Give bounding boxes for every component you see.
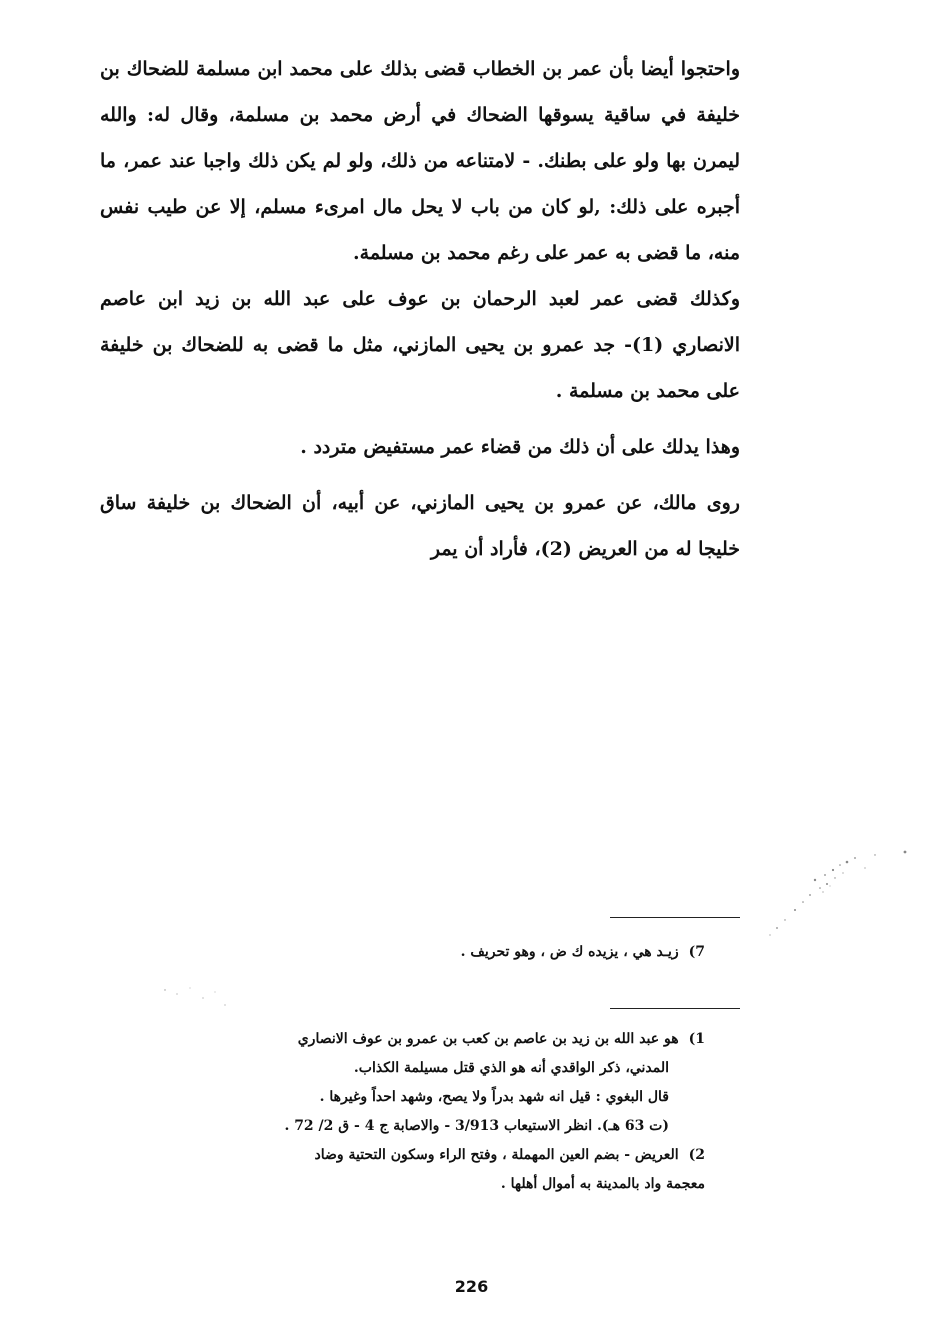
paragraph-3: وهذا يدلك على أن ذلك من قضاء عمر مستفيض متردد .: [300, 436, 740, 458]
footnote-top-number: 7): [688, 944, 705, 960]
footnote-2-number: 2): [688, 1147, 705, 1163]
footnote-2-line-2: معجمة واد بالمدينة به أموال أهلها .: [500, 1176, 705, 1192]
scan-speckle-icon: [755, 840, 925, 960]
footnote-1-number: 1): [688, 1031, 705, 1047]
footnote-1-line-4: (ت 63 هـ). انظر الاستيعاب 3/913 - والاصابة ج 4 - ق 2/ 72 .: [284, 1118, 669, 1134]
footnote-top-text: زيـد هي ، يزيده ك ض ، وهو تحريف .: [460, 944, 679, 960]
footnote-1-line-2: المدني، ذكر الواقدي أنه هو الذي قتل مسيلمة الكذاب.: [353, 1060, 669, 1076]
footnote-2-line-1: 2)العريض - بضم العين المهملة ، وفتح الراء وسكون التحتية وضاد: [100, 1141, 705, 1170]
paragraph-2: وكذلك قضى عمر لعبد الرحمان بن عوف على عبد الله بن زيد ابن عاصم الانصاري (1)- جد عمرو بن يحيى المازني، مثل ما قضى به للضحاك بن خليفة على محمد بن مسلمة .: [100, 288, 740, 402]
footnote-1-line-1: 1)هو عبد الله بن زيد بن عاصم بن كعب بن عمرو بن عوف الانصاري: [100, 1025, 705, 1054]
paragraph-4: روى مالك، عن عمرو بن يحيى المازني، عن أبيه، أن الضحاك بن خليفة ساق خليجا له من العريض (2)، فأراد أن يمر: [100, 492, 740, 560]
footnote-separator-bottom: [610, 1008, 740, 1009]
footnote-1-line-3: قال البغوي : قيل انه شهد بدراً ولا يصح، وشهد احداً وغيرها .: [319, 1089, 669, 1105]
paragraph-1: واحتجوا أيضا بأن عمر بن الخطاب قضى بذلك على محمد ابن مسلمة للضحاك بن خليفة في ساقية يسوقها الضحاك في أرض محمد بن مسلمة، وقال له: والله ليمرن بها ولو على بطنك. - لامتناعه من ذلك، ولو لم يكن ذلك واجبا عند عمر، ما أجبره على ذلك: ,لو كان من باب لا يحل مال امرىء مسلم، إلا عن طيب نفس منه، ما قضى به عمر على رغم محمد بن مسلمة.: [100, 58, 740, 264]
main-text: [100, 46, 740, 572]
footnote-separator-top: [610, 917, 740, 918]
scan-speckle-icon: [155, 980, 235, 1020]
footnotes-block: [100, 1025, 705, 1199]
page-number: 226: [454, 1277, 489, 1296]
footnote-top: [300, 940, 705, 964]
